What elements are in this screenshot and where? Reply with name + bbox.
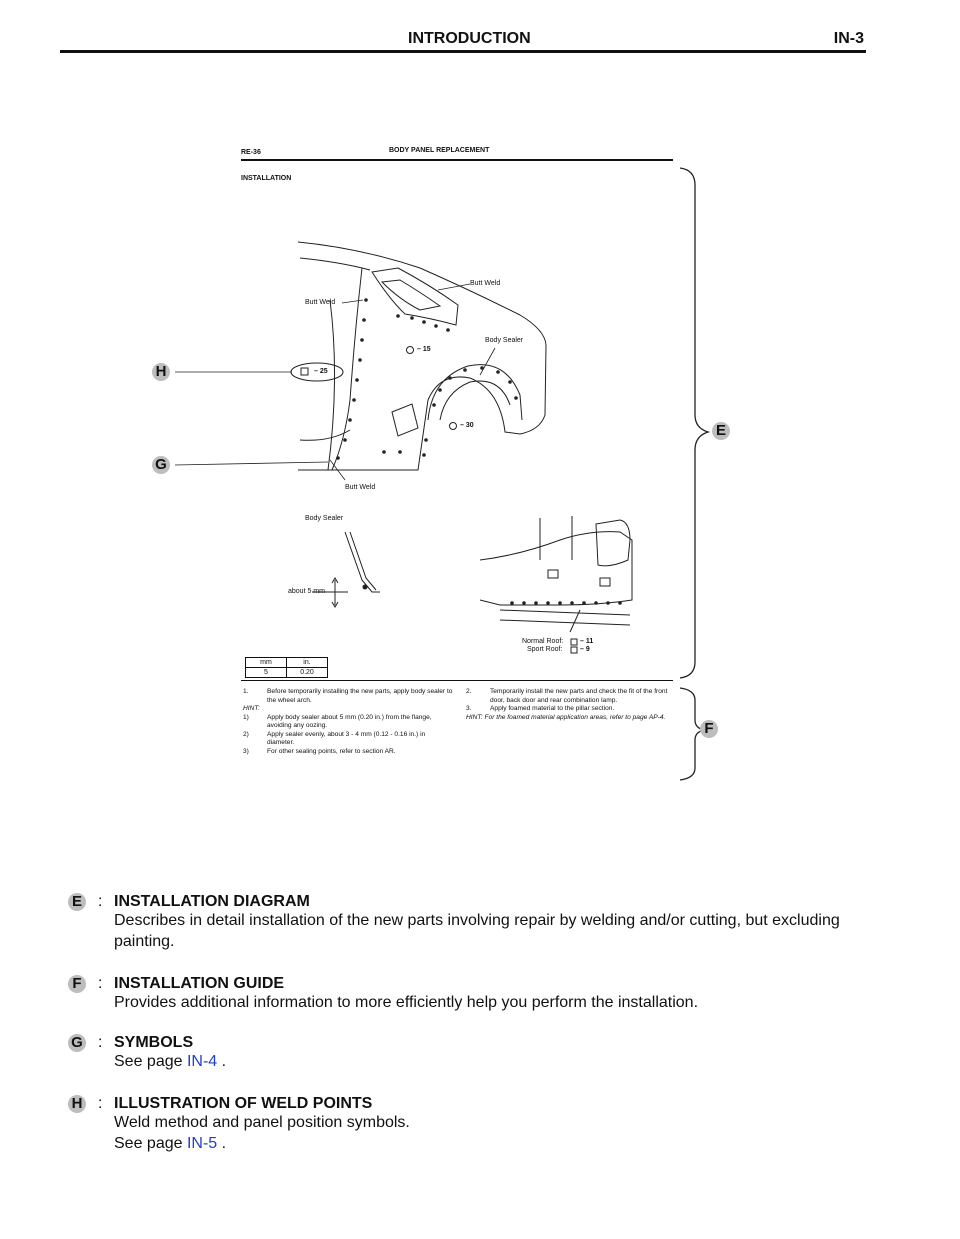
door-opening bbox=[328, 300, 335, 470]
badge-h: H bbox=[68, 1095, 86, 1113]
link-in-4[interactable]: IN-4 bbox=[186, 1053, 218, 1070]
label-butt-weld-left: Butt Weld bbox=[305, 299, 336, 306]
quarter-window bbox=[372, 268, 458, 325]
label-weld-30: – 30 bbox=[460, 422, 474, 429]
page-number: IN-3 bbox=[833, 30, 864, 47]
brace-e bbox=[680, 168, 708, 678]
notes-left: 1. Before temporarily installing the new parts, apply body sealer to the wheel arch. HINT: 1) Apply body sealer about 5 mm (0.20 in.) from the flange, avoiding any oozing. 2) Apply sealer evenly, about 3 - 4 mm (0.12 - 0.16 in.) in diameter. 3) For other sealing points, refer to section AR. bbox=[243, 688, 453, 755]
legend-f-desc: Provides additional information to more efficiently help you perform the installation. bbox=[114, 994, 699, 1011]
figure-page-ref: RE-36 bbox=[241, 149, 261, 156]
pillar-outline bbox=[332, 268, 362, 470]
conversion-table bbox=[245, 657, 328, 678]
label-normal-roof: Normal Roof: bbox=[522, 638, 564, 645]
badge-e: E bbox=[68, 893, 86, 911]
table-cell-mm: 5 bbox=[246, 668, 287, 678]
legend-h-title: ILLUSTRATION OF WELD POINTS bbox=[114, 1095, 373, 1112]
callout-g: G bbox=[152, 456, 170, 474]
body-panel-outline bbox=[298, 242, 546, 470]
table-cell-in: 0.20 bbox=[287, 668, 328, 678]
sealer-detail bbox=[345, 532, 380, 592]
label-body-sealer-detail: Body Sealer bbox=[305, 515, 344, 522]
legend-h-desc: Weld method and panel position symbols. See page IN-5 . bbox=[114, 1114, 410, 1152]
page-title: INTRODUCTION bbox=[408, 30, 531, 47]
fuel-door bbox=[392, 404, 418, 436]
callout-f: F bbox=[700, 720, 718, 738]
label-about-5mm: about 5 mm bbox=[288, 588, 325, 595]
table-head-in: in. bbox=[287, 658, 328, 668]
label-weld-11: – 11 bbox=[580, 638, 594, 645]
legend-e-desc: Describes in detail installation of the new parts involving repair by welding and/or cutting, but excluding painting. bbox=[114, 912, 840, 950]
badge-g: G bbox=[68, 1034, 86, 1052]
legend-f-title: INSTALLATION GUIDE bbox=[114, 975, 285, 992]
table-head-mm: mm bbox=[246, 658, 287, 668]
badge-f: F bbox=[68, 975, 86, 993]
legend-g-title: SYMBOLS bbox=[114, 1034, 194, 1051]
figure-section: BODY PANEL REPLACEMENT bbox=[389, 147, 490, 154]
label-sport-roof: Sport Roof: bbox=[527, 646, 563, 653]
notes-divider bbox=[241, 680, 673, 681]
wheel-arch-inner bbox=[440, 381, 510, 420]
rocker-detail bbox=[480, 532, 632, 605]
label-weld-15: – 15 bbox=[417, 346, 431, 353]
label-butt-weld-right: Butt Weld bbox=[470, 280, 501, 287]
notes-right: 2. Temporarily install the new parts and check the fit of the front door, back door and rear combination lamp. 3. Apply foamed material to the pillar section. HINT: For the foamed material application areas, refer to page AP-4. bbox=[466, 688, 668, 721]
label-weld-25: – 25 bbox=[314, 368, 328, 375]
brace-f bbox=[680, 688, 704, 780]
figure-heading: INSTALLATION bbox=[241, 175, 292, 182]
legend-e-title: INSTALLATION DIAGRAM bbox=[114, 893, 310, 910]
label-butt-weld-bottom: Butt Weld bbox=[345, 484, 376, 491]
link-in-5[interactable]: IN-5 bbox=[186, 1135, 218, 1152]
legend-g-desc: See page IN-4 . bbox=[114, 1053, 227, 1070]
label-body-sealer: Body Sealer bbox=[485, 337, 524, 344]
label-weld-9: – 9 bbox=[580, 646, 590, 653]
window-inner bbox=[382, 280, 440, 310]
callout-e: E bbox=[712, 422, 730, 440]
callout-h: H bbox=[152, 363, 170, 381]
